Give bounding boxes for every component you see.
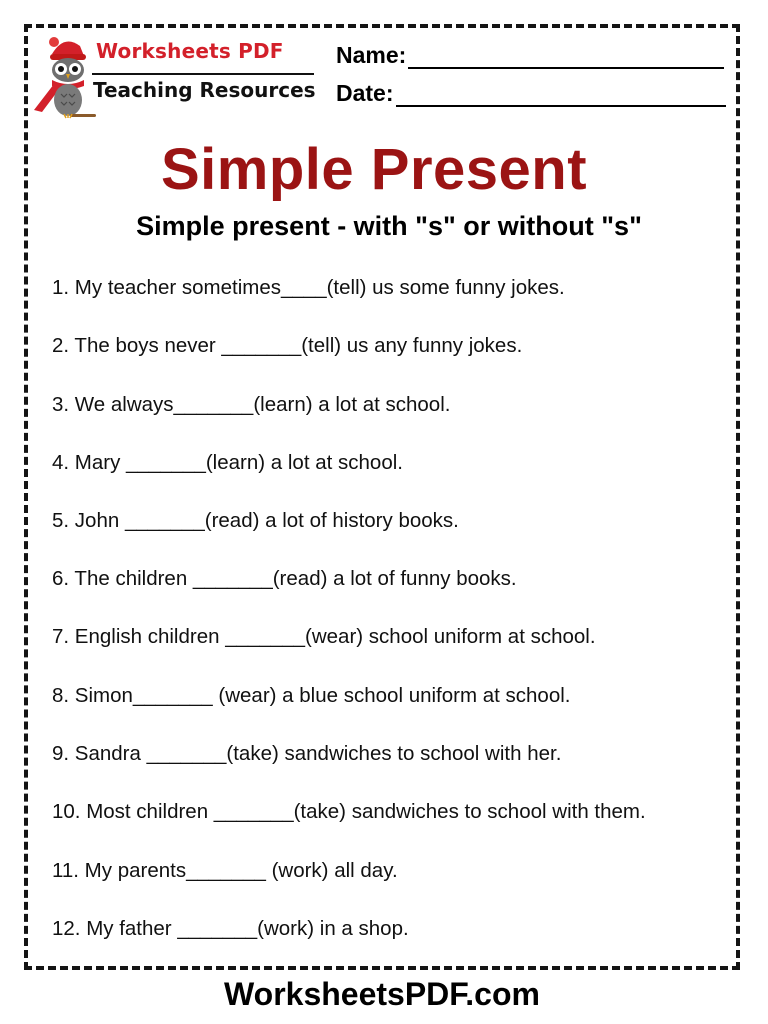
question-item: 4. Mary _______(learn) a lot at school. (52, 451, 403, 474)
question-item: 1. My teacher sometimes____(tell) us some funny jokes. (52, 276, 565, 299)
question-item: 9. Sandra _______(take) sandwiches to school with her. (52, 742, 562, 765)
question-item: 10. Most children _______(take) sandwiches to school with them. (52, 800, 646, 823)
date-label: Date: (336, 80, 394, 106)
question-item: 7. English children _______(wear) school uniform at school. (52, 625, 596, 648)
question-item: 2. The boys never _______(tell) us any funny jokes. (52, 334, 523, 357)
name-line[interactable] (408, 49, 724, 69)
question-item: 5. John _______(read) a lot of history books. (52, 509, 459, 532)
date-line[interactable] (396, 87, 726, 107)
question-item: 12. My father _______(work) in a shop. (52, 917, 409, 940)
brand-title: Worksheets PDF (96, 39, 284, 63)
question-item: 6. The children _______(read) a lot of funny books. (52, 567, 517, 590)
date-field[interactable] (336, 80, 726, 107)
brand-divider (92, 73, 314, 75)
worksheet-title: Simple Present (160, 137, 588, 202)
name-field[interactable] (336, 42, 724, 69)
question-item: 11. My parents_______ (work) all day. (52, 859, 398, 882)
footer-site-link[interactable]: WorksheetsPDF.com (224, 976, 540, 1012)
question-item: 3. We always_______(learn) a lot at school. (52, 393, 451, 416)
owl-with-red-scarf-icon (30, 32, 100, 122)
worksheet-subtitle: Simple present - with "s" or without "s" (136, 211, 642, 241)
brand-subtitle: Teaching Resources (93, 78, 316, 102)
name-label: Name: (336, 42, 407, 68)
question-item: 8. Simon_______ (wear) a blue school uniform at school. (52, 684, 571, 707)
